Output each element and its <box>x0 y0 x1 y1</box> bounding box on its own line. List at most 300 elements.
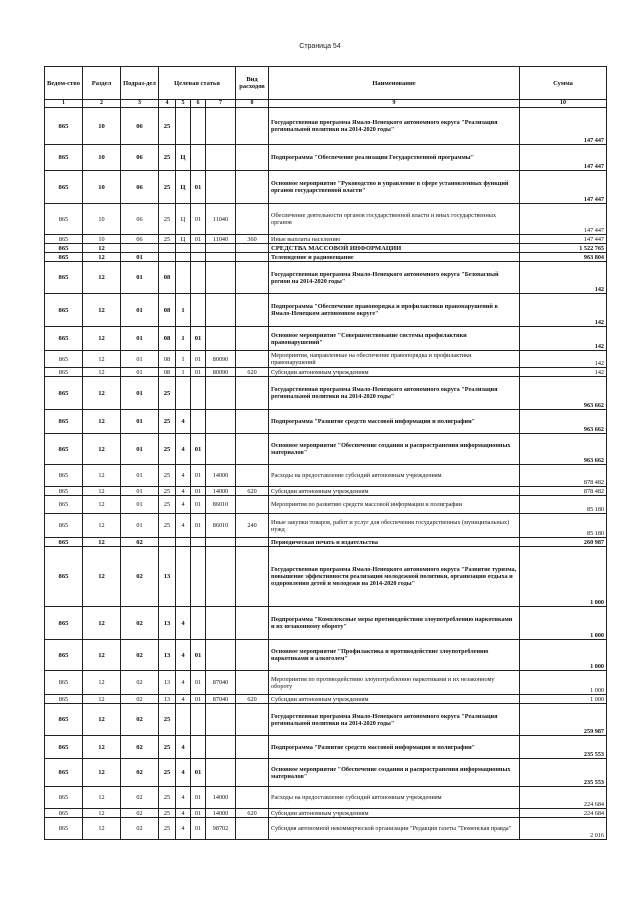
razdel-cell: 12 <box>83 368 121 377</box>
sum-cell: 963 662 <box>520 410 607 434</box>
vedomstvo-cell: 865 <box>45 818 83 840</box>
vedomstvo-cell: 865 <box>45 607 83 640</box>
column-number-row <box>45 100 607 108</box>
subprogram-code-cell <box>176 377 191 410</box>
subprogram-code-cell: 4 <box>176 818 191 840</box>
direction-code-cell <box>206 759 236 787</box>
direction-code-cell <box>206 377 236 410</box>
program-code-cell: 25 <box>159 514 176 538</box>
razdel-cell: 12 <box>83 671 121 695</box>
sum-cell: 224 684 <box>520 787 607 809</box>
program-code-cell <box>159 244 176 253</box>
vedomstvo-cell: 865 <box>45 487 83 496</box>
subprogram-code-cell: Ц <box>176 171 191 204</box>
sum-cell: 142 <box>520 351 607 368</box>
sum-cell: 85 180 <box>520 496 607 514</box>
podrazdel-cell: 02 <box>121 759 159 787</box>
podrazdel-cell <box>121 244 159 253</box>
subprogram-code-cell: 4 <box>176 759 191 787</box>
table-row <box>45 434 607 465</box>
name-cell: Основное мероприятие "Обеспечение создания и распространения информационных материалов" <box>269 434 520 465</box>
table-row <box>45 204 607 235</box>
vedomstvo-cell: 865 <box>45 465 83 487</box>
table-body <box>45 108 607 840</box>
table-row <box>45 145 607 171</box>
vedomstvo-cell: 865 <box>45 108 83 145</box>
razdel-cell: 12 <box>83 759 121 787</box>
podrazdel-cell: 06 <box>121 108 159 145</box>
expense-type-cell <box>236 759 269 787</box>
event-code-cell <box>191 377 206 410</box>
podrazdel-cell: 01 <box>121 368 159 377</box>
direction-code-cell <box>206 253 236 262</box>
vedomstvo-cell: 865 <box>45 145 83 171</box>
expense-type-cell <box>236 538 269 547</box>
subprogram-code-cell: 4 <box>176 695 191 704</box>
razdel-cell: 12 <box>83 327 121 351</box>
sum-cell: 142 <box>520 262 607 294</box>
table-row <box>45 377 607 410</box>
table-row <box>45 759 607 787</box>
column-number: 2 <box>83 100 121 108</box>
podrazdel-cell: 06 <box>121 171 159 204</box>
event-code-cell: 01 <box>191 496 206 514</box>
table-row <box>45 410 607 434</box>
program-code-cell: 13 <box>159 695 176 704</box>
table-row <box>45 514 607 538</box>
name-cell: Иные выплаты населению <box>269 235 520 244</box>
direction-code-cell <box>206 171 236 204</box>
direction-code-cell <box>206 607 236 640</box>
expense-type-cell: 360 <box>236 235 269 244</box>
event-code-cell: 01 <box>191 351 206 368</box>
header-summa: Сумма <box>520 67 607 100</box>
podrazdel-cell: 02 <box>121 695 159 704</box>
sum-cell: 147 447 <box>520 145 607 171</box>
program-code-cell: 25 <box>159 108 176 145</box>
program-code-cell: 08 <box>159 294 176 327</box>
podrazdel-cell: 01 <box>121 294 159 327</box>
vedomstvo-cell: 865 <box>45 410 83 434</box>
expense-type-cell <box>236 351 269 368</box>
event-code-cell <box>191 108 206 145</box>
vedomstvo-cell: 865 <box>45 496 83 514</box>
razdel-cell: 12 <box>83 547 121 607</box>
direction-code-cell <box>206 538 236 547</box>
column-number: 10 <box>520 100 607 108</box>
podrazdel-cell: 01 <box>121 514 159 538</box>
direction-code-cell: 87040 <box>206 695 236 704</box>
vedomstvo-cell: 865 <box>45 204 83 235</box>
sum-cell: 147 447 <box>520 235 607 244</box>
header-naimenovanie: Наименование <box>269 67 520 100</box>
event-code-cell: 01 <box>191 787 206 809</box>
vedomstvo-cell: 865 <box>45 327 83 351</box>
subprogram-code-cell: 1 <box>176 327 191 351</box>
razdel-cell: 12 <box>83 818 121 840</box>
expense-type-cell <box>236 204 269 235</box>
name-cell: Основное мероприятие "Обеспечение создания и распространения информационных материалов" <box>269 759 520 787</box>
subprogram-code-cell: 4 <box>176 487 191 496</box>
subprogram-code-cell: 4 <box>176 496 191 514</box>
event-code-cell <box>191 145 206 171</box>
expense-type-cell <box>236 704 269 736</box>
event-code-cell <box>191 253 206 262</box>
name-cell: Подпрограмма "Развитие средств массовой информации и полиграфии" <box>269 410 520 434</box>
name-cell: Подпрограмма "Развитие средств массовой информации и полиграфии" <box>269 736 520 759</box>
sum-cell: 147 447 <box>520 171 607 204</box>
vedomstvo-cell: 865 <box>45 377 83 410</box>
vedomstvo-cell: 865 <box>45 514 83 538</box>
expense-type-cell: 620 <box>236 368 269 377</box>
podrazdel-cell: 02 <box>121 538 159 547</box>
vedomstvo-cell: 865 <box>45 547 83 607</box>
subprogram-code-cell: 4 <box>176 736 191 759</box>
razdel-cell: 12 <box>83 695 121 704</box>
table-row <box>45 262 607 294</box>
program-code-cell: 25 <box>159 787 176 809</box>
table-row <box>45 809 607 818</box>
expense-type-cell: 620 <box>236 487 269 496</box>
event-code-cell: 01 <box>191 640 206 671</box>
vedomstvo-cell: 865 <box>45 171 83 204</box>
podrazdel-cell: 06 <box>121 145 159 171</box>
vedomstvo-cell: 865 <box>45 640 83 671</box>
subprogram-code-cell <box>176 262 191 294</box>
expense-type-cell <box>236 465 269 487</box>
subprogram-code-cell: 4 <box>176 434 191 465</box>
podrazdel-cell: 02 <box>121 640 159 671</box>
sum-cell: 1 000 <box>520 607 607 640</box>
budget-table <box>44 66 607 840</box>
razdel-cell: 12 <box>83 496 121 514</box>
program-code-cell: 25 <box>159 145 176 171</box>
razdel-cell: 12 <box>83 787 121 809</box>
vedomstvo-cell: 865 <box>45 244 83 253</box>
name-cell: Иные закупки товаров, работ и услуг для обеспечения государственных (муниципальных) нужд <box>269 514 520 538</box>
program-code-cell <box>159 253 176 262</box>
direction-code-cell <box>206 640 236 671</box>
column-number: 8 <box>236 100 269 108</box>
razdel-cell: 12 <box>83 410 121 434</box>
sum-cell: 878 482 <box>520 487 607 496</box>
event-code-cell: 01 <box>191 204 206 235</box>
event-code-cell <box>191 262 206 294</box>
expense-type-cell <box>236 294 269 327</box>
sum-cell: 147 447 <box>520 204 607 235</box>
podrazdel-cell: 02 <box>121 787 159 809</box>
subprogram-code-cell: Ц <box>176 235 191 244</box>
subprogram-code-cell: 4 <box>176 514 191 538</box>
vedomstvo-cell: 865 <box>45 704 83 736</box>
expense-type-cell <box>236 607 269 640</box>
expense-type-cell <box>236 410 269 434</box>
table-row <box>45 538 607 547</box>
podrazdel-cell: 01 <box>121 377 159 410</box>
sum-cell: 1 522 765 <box>520 244 607 253</box>
event-code-cell: 01 <box>191 695 206 704</box>
header-celevaya-statya: Целевая статья <box>159 67 236 100</box>
podrazdel-cell: 02 <box>121 671 159 695</box>
subprogram-code-cell: 1 <box>176 368 191 377</box>
direction-code-cell: 14000 <box>206 809 236 818</box>
table-row <box>45 640 607 671</box>
subprogram-code-cell: 4 <box>176 465 191 487</box>
podrazdel-cell: 02 <box>121 547 159 607</box>
vedomstvo-cell: 865 <box>45 671 83 695</box>
razdel-cell: 10 <box>83 235 121 244</box>
sum-cell: 1 000 <box>520 640 607 671</box>
name-cell: Основное мероприятие "Совершенствование системы профилактики правонарушений" <box>269 327 520 351</box>
program-code-cell: 13 <box>159 671 176 695</box>
event-code-cell: 01 <box>191 818 206 840</box>
sum-cell: 235 553 <box>520 736 607 759</box>
event-code-cell: 01 <box>191 368 206 377</box>
expense-type-cell <box>236 496 269 514</box>
direction-code-cell <box>206 410 236 434</box>
name-cell: Подпрограмма "Комплексные меры противодействия злоупотреблению наркотиками и их незаконному обороту" <box>269 607 520 640</box>
table-row <box>45 244 607 253</box>
name-cell: Мероприятия, направленные на обеспечение правопорядка и профилактики правонарушений <box>269 351 520 368</box>
direction-code-cell <box>206 262 236 294</box>
podrazdel-cell: 02 <box>121 607 159 640</box>
event-code-cell: 01 <box>191 235 206 244</box>
expense-type-cell: 240 <box>236 514 269 538</box>
razdel-cell: 12 <box>83 377 121 410</box>
table-row <box>45 368 607 377</box>
expense-type-cell <box>236 787 269 809</box>
vedomstvo-cell: 865 <box>45 809 83 818</box>
direction-code-cell: 86010 <box>206 514 236 538</box>
table-row <box>45 671 607 695</box>
direction-code-cell <box>206 294 236 327</box>
program-code-cell: 25 <box>159 809 176 818</box>
podrazdel-cell: 02 <box>121 704 159 736</box>
razdel-cell: 10 <box>83 171 121 204</box>
expense-type-cell <box>236 547 269 607</box>
name-cell: Телевидение и радиовещание <box>269 253 520 262</box>
sum-cell: 235 553 <box>520 759 607 787</box>
event-code-cell <box>191 294 206 327</box>
subprogram-code-cell <box>176 704 191 736</box>
vedomstvo-cell: 865 <box>45 538 83 547</box>
program-code-cell: 25 <box>159 487 176 496</box>
program-code-cell: 25 <box>159 496 176 514</box>
razdel-cell: 12 <box>83 294 121 327</box>
sum-cell: 963 662 <box>520 434 607 465</box>
name-cell: Государственная программа Ямало-Ненецкого автономного округа "Реализация региональной политики на 2014-2020 годы" <box>269 377 520 410</box>
direction-code-cell: 86010 <box>206 496 236 514</box>
program-code-cell: 25 <box>159 704 176 736</box>
table-row <box>45 547 607 607</box>
table-row <box>45 704 607 736</box>
event-code-cell <box>191 244 206 253</box>
table-row <box>45 465 607 487</box>
table-row <box>45 736 607 759</box>
table-row <box>45 235 607 244</box>
vedomstvo-cell: 865 <box>45 736 83 759</box>
vedomstvo-cell: 865 <box>45 253 83 262</box>
sum-cell: 878 482 <box>520 465 607 487</box>
sum-cell: 142 <box>520 368 607 377</box>
event-code-cell: 01 <box>191 465 206 487</box>
name-cell: Мероприятия по развитию средств массовой информации и полиграфии <box>269 496 520 514</box>
razdel-cell: 12 <box>83 262 121 294</box>
direction-code-cell: 14000 <box>206 465 236 487</box>
name-cell: Государственная программа Ямало-Ненецкого автономного округа "Реализация региональной политики на 2014-2020 годы" <box>269 108 520 145</box>
table-row <box>45 818 607 840</box>
event-code-cell <box>191 547 206 607</box>
event-code-cell: 01 <box>191 759 206 787</box>
expense-type-cell <box>236 253 269 262</box>
direction-code-cell: 14000 <box>206 787 236 809</box>
event-code-cell: 01 <box>191 671 206 695</box>
direction-code-cell <box>206 244 236 253</box>
name-cell: Субсидии автономным учреждениям <box>269 487 520 496</box>
column-number: 3 <box>121 100 159 108</box>
program-code-cell: 25 <box>159 736 176 759</box>
razdel-cell: 10 <box>83 108 121 145</box>
vedomstvo-cell: 865 <box>45 294 83 327</box>
subprogram-code-cell: 4 <box>176 640 191 671</box>
table-row <box>45 695 607 704</box>
program-code-cell: 25 <box>159 204 176 235</box>
podrazdel-cell: 01 <box>121 262 159 294</box>
subprogram-code-cell: 1 <box>176 351 191 368</box>
program-code-cell: 25 <box>159 410 176 434</box>
subprogram-code-cell <box>176 538 191 547</box>
sum-cell: 1 000 <box>520 695 607 704</box>
sum-cell: 142 <box>520 327 607 351</box>
name-cell: Государственная программа Ямало-Ненецкого автономного округа "Реализация региональной политики на 2014-2020 годы" <box>269 704 520 736</box>
direction-code-cell <box>206 547 236 607</box>
event-code-cell: 01 <box>191 171 206 204</box>
vedomstvo-cell: 865 <box>45 351 83 368</box>
event-code-cell <box>191 736 206 759</box>
sum-cell: 142 <box>520 294 607 327</box>
razdel-cell: 12 <box>83 538 121 547</box>
table-row <box>45 351 607 368</box>
vedomstvo-cell: 865 <box>45 759 83 787</box>
razdel-cell: 12 <box>83 640 121 671</box>
header-podrazdel: Подраз-дел <box>121 67 159 100</box>
sum-cell: 224 684 <box>520 809 607 818</box>
name-cell: Субсидия автономной некоммерческой организации "Редакция газеты "Тюменская правда" <box>269 818 520 840</box>
direction-code-cell: 98702 <box>206 818 236 840</box>
table-row <box>45 327 607 351</box>
podrazdel-cell: 02 <box>121 809 159 818</box>
event-code-cell <box>191 538 206 547</box>
program-code-cell: 08 <box>159 368 176 377</box>
sum-cell: 963 804 <box>520 253 607 262</box>
program-code-cell: 25 <box>159 818 176 840</box>
podrazdel-cell: 01 <box>121 496 159 514</box>
event-code-cell: 01 <box>191 514 206 538</box>
expense-type-cell <box>236 145 269 171</box>
expense-type-cell <box>236 640 269 671</box>
name-cell: Расходы на предоставление субсидий автономным учреждениям <box>269 787 520 809</box>
expense-type-cell <box>236 434 269 465</box>
name-cell: Субсидии автономным учреждениям <box>269 368 520 377</box>
name-cell: Субсидии автономным учреждениям <box>269 809 520 818</box>
expense-type-cell <box>236 171 269 204</box>
expense-type-cell <box>236 818 269 840</box>
column-number: 5 <box>176 100 191 108</box>
column-number: 6 <box>191 100 206 108</box>
program-code-cell: 25 <box>159 171 176 204</box>
expense-type-cell <box>236 327 269 351</box>
program-code-cell: 25 <box>159 235 176 244</box>
subprogram-code-cell <box>176 244 191 253</box>
direction-code-cell <box>206 327 236 351</box>
name-cell: Периодическая печать и издательства <box>269 538 520 547</box>
vedomstvo-cell: 865 <box>45 368 83 377</box>
program-code-cell: 08 <box>159 327 176 351</box>
name-cell: Основное мероприятие "Профилактика и противодействие злоупотреблению наркотиками и алкоголем" <box>269 640 520 671</box>
header-vedomstvo: Ведом-ство <box>45 67 83 100</box>
subprogram-code-cell <box>176 253 191 262</box>
podrazdel-cell: 01 <box>121 487 159 496</box>
program-code-cell: 25 <box>159 434 176 465</box>
table-row <box>45 108 607 145</box>
program-code-cell: 08 <box>159 262 176 294</box>
subprogram-code-cell: 4 <box>176 671 191 695</box>
podrazdel-cell: 02 <box>121 736 159 759</box>
header-row <box>45 67 607 100</box>
expense-type-cell <box>236 108 269 145</box>
table-row <box>45 607 607 640</box>
podrazdel-cell: 01 <box>121 465 159 487</box>
column-number: 9 <box>269 100 520 108</box>
name-cell: Обеспечение деятельности органов государственной власти и иных государственных органов <box>269 204 520 235</box>
podrazdel-cell: 01 <box>121 253 159 262</box>
razdel-cell: 10 <box>83 145 121 171</box>
name-cell: Подпрограмма "Обеспечение правопорядка и профилактики правонарушений в Ямало-Ненецком автономном округе" <box>269 294 520 327</box>
razdel-cell: 12 <box>83 487 121 496</box>
direction-code-cell: 87040 <box>206 671 236 695</box>
event-code-cell: 01 <box>191 487 206 496</box>
expense-type-cell <box>236 377 269 410</box>
program-code-cell: 13 <box>159 547 176 607</box>
razdel-cell: 12 <box>83 704 121 736</box>
table-row <box>45 171 607 204</box>
vedomstvo-cell: 865 <box>45 235 83 244</box>
name-cell: Основное мероприятие "Руководство и управление в сфере установленных функций органов государственной власти" <box>269 171 520 204</box>
subprogram-code-cell <box>176 547 191 607</box>
header-vid-rashodov: Вид расходов <box>236 67 269 100</box>
sum-cell: 1 000 <box>520 671 607 695</box>
expense-type-cell: 620 <box>236 695 269 704</box>
podrazdel-cell: 06 <box>121 204 159 235</box>
podrazdel-cell: 02 <box>121 818 159 840</box>
subprogram-code-cell: Ц <box>176 145 191 171</box>
subprogram-code-cell <box>176 108 191 145</box>
subprogram-code-cell: 4 <box>176 787 191 809</box>
vedomstvo-cell: 865 <box>45 787 83 809</box>
program-code-cell: 25 <box>159 465 176 487</box>
subprogram-code-cell: 4 <box>176 410 191 434</box>
direction-code-cell <box>206 145 236 171</box>
direction-code-cell <box>206 434 236 465</box>
event-code-cell: 01 <box>191 809 206 818</box>
podrazdel-cell: 01 <box>121 434 159 465</box>
column-number: 1 <box>45 100 83 108</box>
razdel-cell: 12 <box>83 736 121 759</box>
razdel-cell: 10 <box>83 204 121 235</box>
table-row <box>45 294 607 327</box>
expense-type-cell <box>236 244 269 253</box>
razdel-cell: 12 <box>83 351 121 368</box>
